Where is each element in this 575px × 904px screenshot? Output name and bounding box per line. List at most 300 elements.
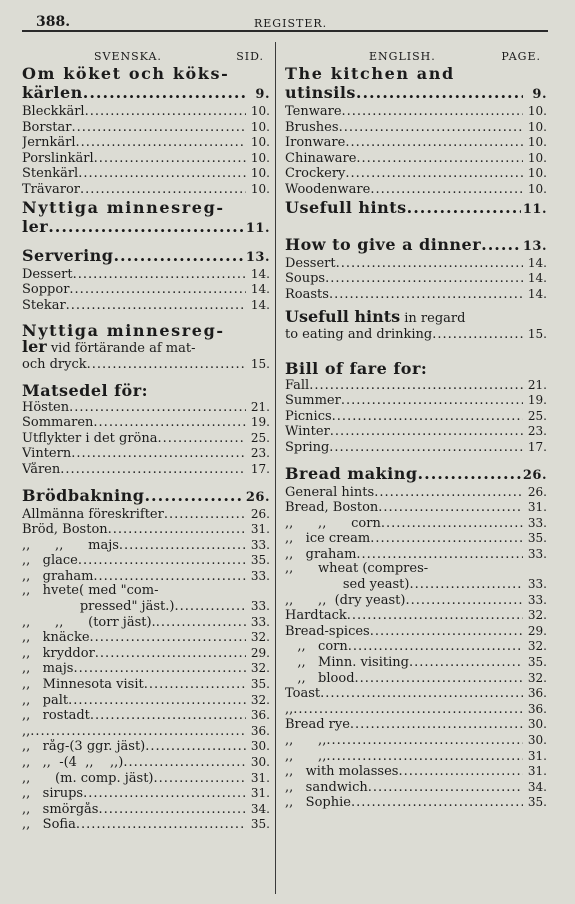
index-entry — [285, 256, 547, 272]
entry-label: Dessert — [285, 255, 336, 271]
index-entry — [285, 686, 547, 702]
dot-leader — [345, 136, 523, 151]
entry-label: Hardtack — [285, 608, 347, 624]
swedish-column — [22, 44, 270, 833]
entry-page-number: 10. — [250, 104, 270, 118]
dot-leader — [144, 678, 246, 693]
section-heading-text: Om köket och köks- — [22, 64, 230, 83]
entry-label: Vintern — [22, 446, 72, 462]
entry-label: ,, ,, (dry yeast) — [285, 592, 406, 608]
entry-page-number: 36. — [250, 708, 270, 723]
index-entry — [285, 702, 547, 718]
entry-page-number: 33. — [527, 577, 547, 592]
entry-label: Trävaror — [22, 181, 80, 197]
entry-page-number: 10. — [250, 181, 270, 196]
entry-label: ,, ,, -(4 ,, ,,) — [22, 755, 124, 770]
dot-leader — [339, 121, 523, 136]
dot-leader — [144, 486, 243, 505]
entry-label: ,, — [285, 701, 294, 717]
dot-leader — [69, 401, 246, 416]
entry-page-number: 13. — [245, 249, 270, 265]
section-heading-text: Nyttiga minnesreg- — [22, 321, 225, 341]
section-heading-text: Servering — [22, 245, 114, 265]
entry-page-number: 30. — [527, 733, 547, 747]
section-heading-text: ler — [22, 216, 49, 236]
index-entry — [22, 400, 270, 416]
dot-leader — [93, 416, 246, 431]
entry-label: ,, knäcke — [22, 630, 90, 646]
entry-label: to eating and drinking — [285, 326, 433, 342]
entry-page-number: 17. — [250, 461, 270, 476]
dot-leader — [164, 508, 246, 523]
entry-label: Allmänna föreskrifter — [22, 506, 164, 522]
index-entry — [22, 357, 270, 373]
entry-page-number: 10. — [527, 181, 547, 196]
entry-label: Tenware — [285, 104, 342, 119]
entry-page-number: 30. — [250, 755, 270, 769]
entry-label: ,, kryddor — [22, 645, 95, 661]
dot-leader — [71, 121, 246, 136]
entry-label: Chinaware — [285, 150, 357, 166]
index-entry — [285, 104, 547, 120]
index-entry — [285, 409, 547, 425]
index-entry — [285, 135, 547, 151]
index-entry — [285, 749, 547, 765]
dot-leader — [95, 647, 246, 662]
entry-page-number: 9. — [532, 87, 547, 102]
entry-page-number: 25. — [527, 408, 547, 423]
index-entry — [285, 639, 547, 655]
entry-gap — [285, 227, 547, 235]
index-entry — [285, 608, 547, 624]
entry-label: Sommaren — [22, 415, 94, 431]
swedish-column-header — [22, 44, 270, 64]
entry-label: ,, Sofia — [22, 817, 76, 833]
entry-label: Brushes — [285, 119, 339, 135]
entry-page-number: 32. — [527, 670, 547, 685]
entry-page-number: 31. — [527, 748, 547, 763]
dot-leader — [90, 709, 246, 724]
entry-label: ,, palt — [22, 692, 69, 708]
dot-leader — [432, 328, 523, 343]
dot-leader — [355, 672, 523, 687]
english-column-header — [285, 44, 547, 64]
entry-label: ,, ,, — [285, 748, 327, 764]
dot-leader — [329, 441, 523, 456]
section-heading-text: The kitchen and — [285, 64, 455, 83]
entry-label: Spring — [285, 439, 330, 455]
index-entry — [22, 661, 270, 677]
entry-page-number: 35. — [250, 677, 270, 692]
entry-gap — [22, 373, 270, 381]
entry-label: Bleckkärl — [22, 104, 85, 119]
entry-page-number: 14. — [527, 286, 547, 301]
entry-page-number: 21. — [250, 399, 270, 414]
index-entry — [285, 378, 547, 394]
entry-page-number: 30. — [250, 739, 270, 754]
dot-leader — [71, 447, 246, 462]
dot-leader — [154, 772, 247, 787]
dot-leader — [320, 687, 523, 702]
dot-leader — [407, 198, 521, 217]
entry-page-number: 26. — [250, 506, 270, 521]
entry-label: ,, ice cream — [285, 531, 371, 547]
index-entry — [285, 182, 547, 198]
page-label: PAGE. — [501, 50, 541, 63]
dot-leader — [378, 501, 523, 516]
index-entry — [22, 446, 270, 462]
entry-page-number: 10. — [527, 150, 547, 165]
dot-leader — [83, 787, 246, 802]
entry-label: pressed" jäst.) — [22, 599, 175, 615]
index-entry — [22, 267, 270, 283]
section-heading — [285, 64, 547, 83]
section-heading — [22, 321, 270, 340]
index-entry — [22, 708, 270, 724]
entry-page-number: 15. — [250, 356, 270, 371]
index-entry — [22, 693, 270, 709]
entry-page-number: 9. — [255, 87, 270, 102]
entry-page-number: 34. — [527, 779, 547, 794]
section-heading — [285, 83, 547, 104]
entry-page-number: 23. — [250, 446, 270, 461]
index-entry — [285, 440, 547, 456]
entry-page-number: 10. — [527, 104, 547, 118]
dot-leader — [98, 803, 246, 818]
entry-label: ,, ,, (torr jäst). — [22, 614, 156, 630]
page-number: 388. — [36, 14, 71, 30]
index-entry — [285, 547, 547, 563]
entry-label: Bread rye — [285, 717, 350, 733]
entry-label: ,, corn — [285, 639, 348, 655]
column-divider — [275, 42, 276, 894]
index-entry — [22, 182, 270, 198]
entry-page-number: 25. — [250, 430, 270, 445]
entry-page-number: 14. — [250, 297, 270, 312]
dot-leader — [326, 734, 523, 749]
entry-label: ,, ,, — [285, 733, 327, 748]
dot-leader — [342, 105, 523, 120]
dot-leader — [80, 183, 246, 198]
swedish-entries — [22, 64, 270, 833]
dot-leader — [350, 718, 523, 733]
entry-page-number: 26. — [245, 489, 270, 505]
index-entry — [285, 516, 547, 532]
entry-label: ,, Minn. visiting — [285, 655, 409, 671]
section-heading-text: Bill of fare for: — [285, 358, 428, 378]
entry-continuation: ,, wheat (compres- — [285, 561, 429, 577]
section-heading — [285, 359, 547, 378]
entry-page-number: 35. — [527, 795, 547, 810]
entry-page-number: 35. — [527, 655, 547, 670]
entry-page-number: 14. — [527, 255, 547, 270]
entry-page-number: 31. — [527, 764, 547, 779]
entry-label: ,, graham — [285, 546, 357, 562]
entry-page-number: 10. — [527, 119, 547, 134]
entry-page-number: 11. — [522, 201, 547, 217]
entry-label: Jernkärl — [22, 135, 76, 151]
section-heading-text: utinsils — [285, 83, 356, 102]
index-entry — [285, 764, 547, 780]
dot-leader — [85, 105, 246, 120]
index-entry — [22, 282, 270, 298]
dot-leader — [325, 272, 523, 287]
entry-page-number: 19. — [250, 415, 270, 430]
dot-leader — [370, 183, 523, 198]
index-entry — [285, 166, 547, 182]
entry-page-number: 32. — [250, 692, 270, 707]
entry-label: Fall — [285, 377, 310, 393]
entry-page-number: 32. — [250, 630, 270, 645]
dot-leader — [348, 640, 523, 655]
entry-gap — [285, 219, 547, 227]
entry-label: Roasts — [285, 286, 329, 302]
entry-label: ,, glace — [22, 553, 78, 569]
section-heading — [22, 381, 270, 400]
entry-page-number: 10. — [250, 166, 270, 181]
entry-label: Våren — [22, 461, 61, 477]
entry-bold-text: Usefull hints — [285, 307, 401, 327]
index-entry — [22, 415, 270, 431]
entry-label: Hösten — [22, 399, 70, 415]
dot-leader — [83, 83, 246, 102]
section-heading — [22, 217, 270, 238]
index-entry — [22, 630, 270, 646]
entry-page-number: 26. — [527, 484, 547, 499]
sid-label: SID. — [236, 50, 264, 63]
index-entry — [22, 104, 270, 120]
dot-leader — [330, 425, 523, 440]
dot-leader — [329, 288, 523, 303]
index-entry — [285, 795, 547, 811]
entry-page-number: 29. — [250, 645, 270, 660]
dot-leader — [68, 694, 246, 709]
dot-leader — [174, 600, 246, 615]
entry-page-number: 31. — [527, 500, 547, 515]
section-heading — [22, 198, 270, 217]
dot-leader — [341, 394, 523, 409]
section-heading — [285, 198, 547, 219]
entry-page-number: 14. — [250, 282, 270, 297]
index-entry — [22, 522, 270, 538]
swedish-label: SVENSKA. — [94, 50, 162, 63]
entry-page-number: 32. — [527, 639, 547, 654]
section-heading — [22, 246, 270, 267]
entry-page-number: 33. — [527, 592, 547, 607]
dot-leader — [351, 796, 523, 811]
entry-label: Ironware — [285, 135, 346, 151]
entry-page-number: 33. — [527, 515, 547, 530]
index-entry — [285, 593, 547, 609]
running-title: REGISTER. — [254, 17, 328, 30]
entry-page-number: 33. — [250, 537, 270, 552]
section-heading-text: Usefull hints — [285, 197, 407, 217]
index-entry — [22, 755, 270, 771]
dot-leader — [60, 463, 246, 478]
index-entry — [22, 120, 270, 136]
entry-page-number: 10. — [250, 150, 270, 165]
entry-label: Winter — [285, 424, 330, 440]
section-heading — [285, 235, 547, 256]
english-label: ENGLISH. — [369, 50, 436, 63]
entry-page-number: 10. — [527, 135, 547, 150]
entry-page-number: 14. — [527, 271, 547, 286]
dot-leader — [332, 410, 523, 425]
index-entry — [22, 677, 270, 693]
entry-gap — [22, 238, 270, 246]
index-entry — [285, 531, 547, 547]
entry-page-number: 15. — [527, 326, 547, 341]
dot-leader — [66, 299, 246, 314]
dot-leader — [76, 818, 246, 833]
index-entry — [285, 500, 547, 516]
entry-label: ,, majs — [22, 661, 74, 677]
dot-leader — [409, 578, 523, 593]
index-entry — [285, 655, 547, 671]
dot-leader — [73, 662, 246, 677]
dot-leader — [481, 235, 521, 254]
index-entry — [285, 393, 547, 409]
entry-page-number: 33. — [250, 568, 270, 583]
entry-page-number: 10. — [527, 166, 547, 181]
dot-leader — [78, 167, 246, 182]
entry-label: Woodenware — [285, 181, 371, 197]
entry-label: ,, blood — [285, 670, 355, 686]
entry-plain-text: vid förtärande af mat- — [46, 341, 196, 357]
section-heading-text: Nyttiga minnesreg- — [22, 197, 225, 217]
index-entry — [22, 786, 270, 802]
dot-leader — [69, 283, 246, 298]
entry-label: ,, ,, corn — [285, 515, 381, 531]
dot-leader — [356, 152, 523, 167]
index-entry — [22, 646, 270, 662]
dot-leader — [374, 486, 523, 501]
entry-page-number: 32. — [250, 661, 270, 676]
dot-leader — [90, 631, 246, 646]
section-heading — [22, 83, 270, 104]
index-entry — [22, 135, 270, 151]
dot-leader — [157, 432, 246, 447]
index-entry — [285, 624, 547, 640]
entry-page-number: 13. — [522, 238, 547, 254]
entry-gap — [285, 351, 547, 359]
entry-label: Dessert — [22, 266, 73, 282]
entry-label: ,, smörgås — [22, 801, 99, 817]
dot-leader — [356, 83, 523, 102]
entry-label: Utflykter i det gröna — [22, 430, 158, 446]
entry-page-number: 33. — [250, 599, 270, 614]
entry-label: ,, Sophie — [285, 795, 351, 811]
dot-leader — [93, 570, 246, 585]
index-entry — [22, 615, 270, 631]
entry-label: och dryck — [22, 356, 87, 372]
index-entry — [285, 120, 547, 136]
entry-page-number: 33. — [250, 614, 270, 629]
dot-leader — [398, 765, 523, 780]
entry-page-number: 14. — [250, 266, 270, 281]
entry-label: Soups — [285, 271, 326, 287]
index-entry — [285, 733, 547, 749]
entry-label: ,, (m. comp. jäst) — [22, 770, 154, 786]
index-entry — [285, 485, 547, 501]
entry-page-number: 35. — [250, 817, 270, 832]
index-entry — [22, 817, 270, 833]
index-entry — [22, 724, 270, 740]
section-heading-text: How to give a dinner — [285, 234, 482, 254]
index-entry — [285, 151, 547, 167]
entry-page-number: 31. — [250, 770, 270, 785]
dot-leader — [418, 464, 521, 483]
entry-label: Soppor — [22, 282, 70, 298]
dot-leader — [370, 532, 523, 547]
dot-leader — [370, 625, 523, 640]
english-entries — [285, 64, 547, 811]
index-entry — [285, 327, 547, 343]
entry-mixed — [22, 337, 270, 357]
entry-page-number: 10. — [250, 135, 270, 150]
index-entry — [22, 569, 270, 585]
entry-label: Borstar — [22, 119, 72, 135]
entry-page-number: 26. — [522, 467, 547, 483]
entry-label: ,, graham — [22, 568, 94, 584]
entry-label: sed yeast) — [285, 577, 410, 593]
entry-label: Bread-spices — [285, 623, 370, 639]
entry-label: ,, Minnesota visit — [22, 677, 144, 693]
entry-label: General hints — [285, 484, 375, 500]
dot-leader — [78, 554, 246, 569]
index-entry — [22, 599, 270, 615]
entry-page-number: 33. — [527, 546, 547, 561]
dot-leader — [345, 167, 523, 182]
dot-leader — [145, 740, 246, 755]
entry-page-number: 36. — [527, 686, 547, 701]
index-entry — [22, 507, 270, 523]
entry-continuation: ,, hvete( med "com- — [22, 583, 159, 599]
entry-page-number: 31. — [250, 522, 270, 537]
dot-leader — [123, 756, 246, 771]
entry-label: Stekar — [22, 297, 66, 313]
entry-page-number: 21. — [527, 377, 547, 392]
entry-page-number: 32. — [527, 608, 547, 623]
entry-page-number: 36. — [250, 723, 270, 738]
entry-page-number: 23. — [527, 424, 547, 439]
index-entry — [285, 780, 547, 796]
entry-label: Stenkärl — [22, 166, 79, 182]
entry-page-number: 19. — [527, 393, 547, 408]
index-entry — [22, 802, 270, 818]
index-entry — [22, 298, 270, 314]
dot-leader — [405, 594, 523, 609]
index-entry — [22, 166, 270, 182]
entry-page-number: 30. — [527, 717, 547, 732]
dot-leader — [293, 703, 523, 718]
entry-label: Summer — [285, 393, 341, 409]
english-column — [285, 44, 547, 811]
index-entry — [22, 431, 270, 447]
entry-label: ,, sandwich — [285, 779, 368, 795]
dot-leader — [30, 725, 246, 740]
entry-label: Crockery — [285, 166, 346, 182]
entry-label: ,, sirups — [22, 786, 84, 802]
entry-label: Porslinkärl — [22, 150, 94, 166]
entry-page-number: 29. — [527, 623, 547, 638]
index-entry — [285, 271, 547, 287]
index-entry — [22, 553, 270, 569]
dot-leader — [76, 136, 247, 151]
section-heading — [22, 486, 270, 507]
entry-page-number: 11. — [245, 220, 270, 236]
entry-page-number: 10. — [250, 119, 270, 134]
